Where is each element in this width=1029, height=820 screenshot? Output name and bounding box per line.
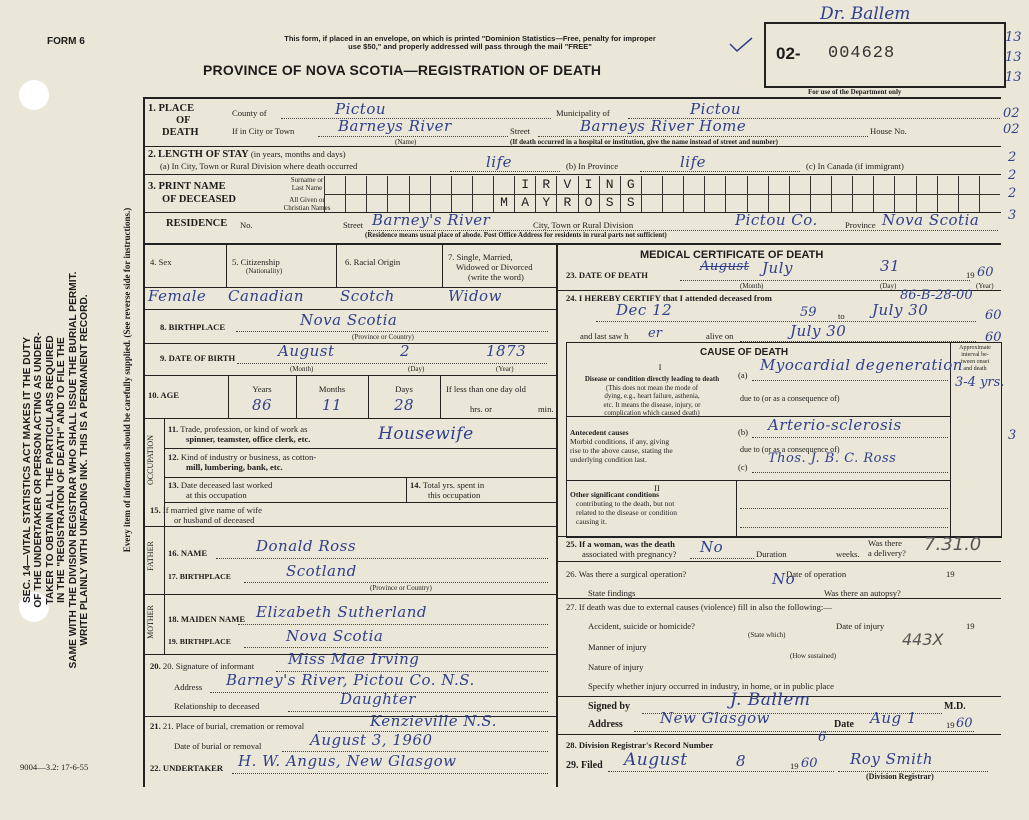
residence-no-label: No. bbox=[240, 220, 253, 230]
name-grid-cell bbox=[873, 176, 894, 194]
racial-value: Scotch bbox=[340, 287, 395, 305]
other-conditions-label: Other significant conditions contributing to the death, but not related to the disease or condition causing it. bbox=[570, 490, 678, 526]
father-name-label: 16. NAME bbox=[168, 548, 208, 558]
mother-side-label: MOTHER bbox=[146, 605, 155, 639]
name-grid-cell bbox=[810, 176, 831, 194]
dob-month: August bbox=[278, 342, 335, 360]
residence-province-value: Nova Scotia bbox=[882, 211, 980, 229]
specify-label: Specify whether injury occurred in industry, in home, or in public place bbox=[588, 681, 834, 691]
state-which-note: (State which) bbox=[748, 631, 786, 639]
filed-year-prefix: 19 bbox=[790, 761, 799, 771]
burial-place-label: 21. 21. Place of burial, cremation or removal bbox=[150, 721, 305, 731]
given-letter: S bbox=[599, 194, 620, 212]
name-grid-cell bbox=[852, 176, 873, 194]
page-title: PROVINCE OF NOVA SCOTIA—REGISTRATION OF DEATH bbox=[203, 62, 602, 78]
name-grid-cell bbox=[409, 176, 430, 194]
father-birthplace-label: 17. BIRTHPLACE bbox=[168, 572, 231, 581]
filed-label: 29. Filed bbox=[566, 760, 603, 771]
name-grid-cell bbox=[958, 194, 979, 212]
medical-certificate-heading: MEDICAL CERTIFICATE OF DEATH bbox=[640, 249, 824, 261]
name-grid-cell bbox=[979, 176, 1000, 194]
birthplace-value: Nova Scotia bbox=[300, 311, 398, 329]
months-label: Months bbox=[318, 384, 346, 394]
surname-letter: I bbox=[578, 176, 599, 194]
name-grid-cell bbox=[641, 176, 662, 194]
father-bp-note: (Province or Country) bbox=[370, 584, 432, 592]
margin-code-8: 2 bbox=[1008, 186, 1017, 201]
name-grid-cell bbox=[704, 176, 725, 194]
record-number-value: 6 bbox=[818, 730, 827, 745]
name-grid-cell bbox=[958, 176, 979, 194]
state-findings-label: State findings bbox=[588, 588, 636, 598]
dob-year-note: (Year) bbox=[496, 365, 514, 373]
registration-number-box bbox=[764, 22, 1006, 88]
q14-label: 14. Total yrs. spent in this occupation bbox=[410, 480, 485, 500]
father-birthplace-value: Scotland bbox=[286, 562, 357, 580]
dob-year: 1873 bbox=[486, 342, 527, 360]
doctor-address-value: New Glasgow bbox=[660, 709, 771, 727]
sex-value: Female bbox=[148, 287, 207, 305]
margin-code-3: 13 bbox=[1005, 70, 1022, 85]
sex-label: 4. Sex bbox=[150, 257, 172, 267]
father-side-label: FATHER bbox=[146, 541, 155, 571]
margin-code-2: 13 bbox=[1005, 50, 1022, 65]
name-grid-cell bbox=[937, 194, 958, 212]
signed-by-label: Signed by bbox=[588, 701, 630, 712]
immediate-cause-label: Disease or condition directly leading to death (This does not mean the mode of dying, e.g., heart failure, asthenia, etc. It means the disease, injury, or complication which caused death) bbox=[584, 375, 720, 417]
margin-code-6: 2 bbox=[1008, 150, 1017, 165]
informant-sig-value: Miss Mae Irving bbox=[288, 650, 420, 668]
surname-letter: V bbox=[556, 176, 577, 194]
record-number-label: 28. Division Registrar's Record Number bbox=[566, 740, 714, 750]
name-grid-cell bbox=[641, 194, 662, 212]
attended-from: Dec 12 bbox=[616, 301, 673, 319]
mother-birthplace-value: Nova Scotia bbox=[286, 627, 384, 645]
residence-note: (Residence means usual place of abode. Post Office Address for residents in rural parts not sufficient) bbox=[365, 231, 667, 239]
name-grid-cell bbox=[916, 194, 937, 212]
city-label: If in City or Town bbox=[232, 126, 295, 136]
name-grid-cell bbox=[451, 194, 472, 212]
antecedent-b-value: Arterio-sclerosis bbox=[768, 416, 902, 434]
how-sustained-note: (How sustained) bbox=[790, 652, 837, 660]
death-month-struck: August bbox=[700, 259, 750, 274]
print-name-label: 3. PRINT NAME OF DECEASED bbox=[148, 181, 236, 205]
mother-name-value: Elizabeth Sutherland bbox=[256, 603, 428, 621]
marital-label: 7. Single, Married, Widowed or Divorced (write the word) bbox=[448, 252, 533, 282]
name-grid-cell bbox=[366, 176, 387, 194]
name-grid-cell bbox=[916, 176, 937, 194]
stay-canada-label: (c) In Canada (if immigrant) bbox=[806, 161, 904, 171]
name-grid-cell bbox=[894, 176, 915, 194]
margin-code-9: 3 bbox=[1008, 208, 1017, 223]
roman-one: I bbox=[658, 362, 662, 372]
mother-birthplace-label: 19. BIRTHPLACE bbox=[168, 637, 231, 646]
external-causes-label: 27. If death was due to external causes (violence) fill in also the following:— bbox=[566, 602, 832, 612]
racial-label: 6. Racial Origin bbox=[345, 257, 401, 267]
municipality-label: Municipality of bbox=[556, 108, 610, 118]
immediate-cause-value: Myocardial degeneration bbox=[760, 356, 963, 374]
name-grid-cell bbox=[409, 194, 430, 212]
surname-letter: I bbox=[514, 176, 535, 194]
county-value: Pictou bbox=[335, 100, 387, 118]
residence-city-label: City, Town or Rural Division bbox=[533, 220, 634, 230]
death-year: 60 bbox=[977, 265, 994, 280]
given-letter: S bbox=[620, 194, 641, 212]
informant-sig-label: 20. 20. Signature of informant bbox=[150, 661, 255, 671]
injury-year-prefix: 19 bbox=[966, 621, 975, 631]
surgery-value: No bbox=[772, 570, 796, 588]
certify-label: 24. I HEREBY CERTIFY that I attended deceased from bbox=[566, 293, 772, 303]
surgery-label: 26. Was there a surgical operation? bbox=[566, 569, 687, 579]
name-grid-cell bbox=[831, 194, 852, 212]
name-grid-cell bbox=[472, 194, 493, 212]
reg-number: 004628 bbox=[828, 44, 896, 63]
duration-label: Duration bbox=[756, 549, 787, 559]
antecedent-c-value: Thos. J. B. C. Ross bbox=[768, 451, 897, 466]
dob-label: 9. DATE OF BIRTH bbox=[160, 353, 236, 363]
grease-code-2: 7.31.0 bbox=[924, 534, 982, 555]
filed-day: 8 bbox=[736, 752, 747, 770]
name-grid-cell bbox=[768, 176, 789, 194]
age-label: 10. AGE bbox=[148, 390, 180, 400]
name-grid-cell bbox=[345, 176, 366, 194]
cert-year: 60 bbox=[956, 716, 973, 731]
due-to-a: due to (or as a consequence of) bbox=[740, 394, 840, 403]
line-b-label: (b) bbox=[738, 427, 749, 437]
surname-letter: G bbox=[620, 176, 641, 194]
place-of-death-label: 1. PLACE OF DEATH bbox=[148, 103, 199, 138]
autopsy-label: Was there an autopsy? bbox=[824, 588, 901, 598]
last-saw-label: and last saw h bbox=[580, 331, 629, 341]
city-value: Barneys River bbox=[338, 117, 452, 135]
surname-letter: N bbox=[599, 176, 620, 194]
signed-by-value: J. Ballem bbox=[730, 690, 811, 710]
residence-label: RESIDENCE bbox=[166, 218, 228, 229]
attended-to-year: 60 bbox=[985, 308, 1002, 323]
cert-date-value: Aug 1 bbox=[870, 709, 917, 727]
hrs-label: hrs. or bbox=[470, 404, 492, 414]
father-name-value: Donald Ross bbox=[256, 537, 357, 555]
name-grid-cell bbox=[366, 194, 387, 212]
check-mark bbox=[728, 36, 754, 54]
filed-month: August bbox=[624, 750, 688, 770]
top-signature: Dr. Ballem bbox=[820, 4, 911, 24]
residence-city-value: Pictou Co. bbox=[735, 211, 818, 229]
name-grid-cell bbox=[768, 194, 789, 212]
name-grid-cell bbox=[747, 194, 768, 212]
line-c-label: (c) bbox=[738, 462, 748, 472]
name-grid-cell bbox=[810, 194, 831, 212]
alive-on-label: alive on bbox=[706, 331, 734, 341]
informant-address-label: Address bbox=[174, 682, 203, 692]
alive-on-value: July 30 bbox=[790, 322, 847, 340]
informant-address-value: Barney's River, Pictou Co. N.S. bbox=[226, 671, 475, 689]
attended-to: July 30 bbox=[872, 301, 929, 319]
given-letter: O bbox=[578, 194, 599, 212]
given-letter: R bbox=[556, 194, 577, 212]
burial-date-value: August 3, 1960 bbox=[310, 731, 433, 749]
birthplace-label: 8. BIRTHPLACE bbox=[160, 322, 226, 332]
date-of-operation-label: Date of operation bbox=[786, 569, 847, 579]
given-letter: M bbox=[493, 194, 514, 212]
house-label: House No. bbox=[870, 126, 907, 136]
name-note: (Name) bbox=[395, 138, 417, 146]
name-grid-cell bbox=[683, 176, 704, 194]
cause-of-death-heading: CAUSE OF DEATH bbox=[700, 347, 789, 358]
weeks-label: weeks. bbox=[836, 549, 860, 559]
burial-place-value: Kenzieville N.S. bbox=[370, 712, 497, 730]
margin-code-7: 2 bbox=[1008, 168, 1017, 183]
name-grid-cell bbox=[683, 194, 704, 212]
age-days: 28 bbox=[393, 396, 415, 414]
name-grid-cell bbox=[345, 194, 366, 212]
street-value: Barneys River Home bbox=[580, 117, 747, 135]
name-grid-cell bbox=[430, 194, 451, 212]
name-grid-cell bbox=[747, 176, 768, 194]
undertaker-value: H. W. Angus, New Glasgow bbox=[238, 752, 457, 770]
md-label: M.D. bbox=[944, 701, 966, 712]
registrar-signature: Roy Smith bbox=[850, 750, 934, 768]
given-letter: A bbox=[514, 194, 535, 212]
given-letter: Y bbox=[535, 194, 556, 212]
death-day: 31 bbox=[880, 257, 901, 275]
name-grid-cell bbox=[894, 194, 915, 212]
form-code: 9004—3.2: 17-6-55 bbox=[20, 762, 89, 772]
name-grid-cell bbox=[662, 176, 683, 194]
date-of-injury-label: Date of injury bbox=[836, 621, 885, 631]
name-grid-cell bbox=[831, 176, 852, 194]
occupation-side-label: OCCUPATION bbox=[146, 435, 155, 485]
death-year-prefix: 19 bbox=[966, 270, 975, 280]
manner-label: Manner of injury bbox=[588, 642, 647, 652]
undertaker-label: 22. UNDERTAKER bbox=[150, 763, 224, 773]
death-day-note: (Day) bbox=[880, 282, 897, 290]
name-grid-cell bbox=[725, 176, 746, 194]
name-grid-cell bbox=[789, 176, 810, 194]
dob-day-note: (Day) bbox=[408, 365, 425, 373]
cert-code: 86-B-28-00 bbox=[900, 288, 973, 303]
hospital-note: (If death occurred in a hospital or institution, give the name instead of street and number) bbox=[510, 138, 778, 146]
citizenship-label: 5. Citizenship (Nationality) bbox=[232, 257, 283, 275]
line-a-label: (a) bbox=[738, 370, 748, 380]
days-label: Days bbox=[395, 384, 413, 394]
doctor-address-label: Address bbox=[588, 719, 623, 730]
antecedent-label: Antecedent causes Morbid conditions, if any, giving rise to the above cause, stating the underlying condition last. bbox=[570, 428, 673, 464]
residence-province-label: Province bbox=[845, 220, 876, 230]
dept-use-note: For use of the Department only bbox=[808, 88, 902, 96]
q12-label: 12. Kind of industry or business, as cotton- mill, lumbering, bank, etc. bbox=[168, 452, 317, 472]
dob-day: 2 bbox=[400, 342, 411, 360]
name-grid-cell bbox=[789, 194, 810, 212]
last-saw-pronoun: er bbox=[648, 326, 662, 341]
to-label: to bbox=[838, 311, 845, 321]
pregnancy-value: No bbox=[700, 538, 724, 556]
name-grid-cell bbox=[324, 194, 345, 212]
roman-two: II bbox=[654, 483, 660, 493]
margin-code-10: 3 bbox=[1008, 428, 1017, 443]
dob-month-note: (Month) bbox=[290, 365, 314, 373]
name-grid-cell bbox=[493, 176, 514, 194]
municipality-value: Pictou bbox=[690, 100, 742, 118]
margin-code-1: 13 bbox=[1005, 30, 1022, 45]
op-year-prefix: 19 bbox=[946, 569, 955, 579]
name-grid-cell bbox=[387, 176, 408, 194]
attended-from-year: 59 bbox=[800, 305, 817, 320]
street-label: Street bbox=[510, 126, 531, 136]
margin-code-5: 02 bbox=[1003, 122, 1020, 137]
residence-street-value: Barney's River bbox=[372, 211, 491, 229]
interval-value: 3-4 yrs. bbox=[955, 375, 1005, 390]
nature-label: Nature of injury bbox=[588, 662, 644, 672]
side-subnote: Every item of information should be carefully supplied. (See reverse side for instructions.) bbox=[122, 207, 132, 553]
surname-label: Surname or Last Name bbox=[290, 176, 324, 192]
name-grid-cell bbox=[387, 194, 408, 212]
name-grid-cell bbox=[472, 176, 493, 194]
citizenship-value: Canadian bbox=[228, 287, 305, 305]
delivery-label: Was there a delivery? bbox=[868, 538, 906, 558]
name-grid-cell bbox=[852, 194, 873, 212]
name-grid-cell bbox=[662, 194, 683, 212]
burial-date-label: Date of burial or removal bbox=[174, 741, 262, 751]
mother-name-label: 18. MAIDEN NAME bbox=[168, 614, 246, 624]
date-of-death-label: 23. DATE OF DEATH bbox=[566, 270, 648, 280]
relationship-value: Daughter bbox=[340, 690, 416, 708]
min-label: min. bbox=[538, 404, 554, 414]
side-instructions: SEC. 14—VITAL STATISTICS ACT MAKES IT THE DUTY OF THE UNDERTAKER OR PERSON ACTING AS UNDER- TAKER TO OBTAIN ALL THE PARTICULARS REQUIRED IN THE "REGISTRATION OF DEATH" AND TO FILE THE SAME WITH THE DIVISION REGISTRAR WHO SHALL ISSUE THE BURIAL PERMIT. WRITE PLAINLY WITH UNFADING INK. THIS IS A PERMANENT RECORD. bbox=[22, 271, 91, 669]
mailing-notice: This form, if placed in an envelope, on which is printed "Dominion Statistics—Free, penalty for improper use $50," and properly addressed will pass through the mail "FREE" bbox=[284, 34, 656, 51]
filed-year: 60 bbox=[801, 756, 818, 771]
death-month-note: (Month) bbox=[740, 282, 764, 290]
grease-code-1: 443X bbox=[902, 630, 944, 649]
given-names-label: All Given or Christian Names bbox=[283, 196, 331, 212]
name-grid-cell bbox=[324, 176, 345, 194]
age-years: 86 bbox=[251, 396, 273, 414]
alive-year: 60 bbox=[985, 330, 1002, 345]
name-grid-cell bbox=[725, 194, 746, 212]
marital-value: Widow bbox=[448, 287, 502, 305]
q11-label: 11. Trade, profession, or kind of work as spinner, teamster, office clerk, etc. bbox=[168, 424, 311, 444]
name-grid-cell bbox=[451, 176, 472, 194]
form-number: FORM 6 bbox=[47, 36, 85, 47]
less-than-day-label: If less than one day old bbox=[446, 384, 526, 394]
interval-label: Approximate interval be- tween onset and death bbox=[959, 345, 991, 372]
death-year-note: (Year) bbox=[976, 282, 994, 290]
age-months: 11 bbox=[321, 396, 343, 414]
county-label: County of bbox=[232, 108, 267, 118]
stay-province-value: life bbox=[680, 153, 707, 171]
name-grid-cell bbox=[979, 194, 1000, 212]
birthplace-note: (Province or Country) bbox=[352, 333, 414, 341]
cert-date-label: Date bbox=[834, 719, 854, 730]
name-grid-cell bbox=[873, 194, 894, 212]
trade-value: Housewife bbox=[378, 424, 474, 444]
surname-letter: R bbox=[535, 176, 556, 194]
stay-city-value: life bbox=[486, 153, 513, 171]
accident-label: Accident, suicide or homicide? bbox=[588, 621, 695, 631]
reg-prefix: 02- bbox=[776, 44, 801, 63]
residence-street-label: Street bbox=[343, 220, 364, 230]
q15-label: 15. If married give name of wife or husband of deceased bbox=[150, 505, 262, 525]
name-grid-cell bbox=[704, 194, 725, 212]
years-label: Years bbox=[252, 384, 272, 394]
relationship-label: Relationship to deceased bbox=[174, 701, 260, 711]
punch-hole-top bbox=[19, 80, 49, 110]
death-month: July bbox=[762, 259, 793, 277]
name-letter-grid bbox=[324, 176, 1000, 212]
due-to-b: due to (or as a consequence of) bbox=[740, 445, 840, 454]
cert-year-prefix: 19 bbox=[946, 720, 955, 730]
registrar-note: (Division Registrar) bbox=[866, 772, 934, 781]
margin-code-4: 02 bbox=[1003, 106, 1020, 121]
q13-label: 13. Date deceased last worked at this occupation bbox=[168, 480, 273, 500]
pregnancy-label: 25. If a woman, was the death associated with pregnancy? bbox=[566, 539, 677, 559]
stay-city-label: (a) In City, Town or Rural Division where death occurred bbox=[160, 161, 358, 171]
name-grid-cell bbox=[937, 176, 958, 194]
length-of-stay-label: 2. LENGTH OF STAY (in years, months and days) bbox=[148, 149, 346, 160]
name-grid-cell bbox=[430, 176, 451, 194]
stay-province-label: (b) In Province bbox=[566, 161, 619, 171]
